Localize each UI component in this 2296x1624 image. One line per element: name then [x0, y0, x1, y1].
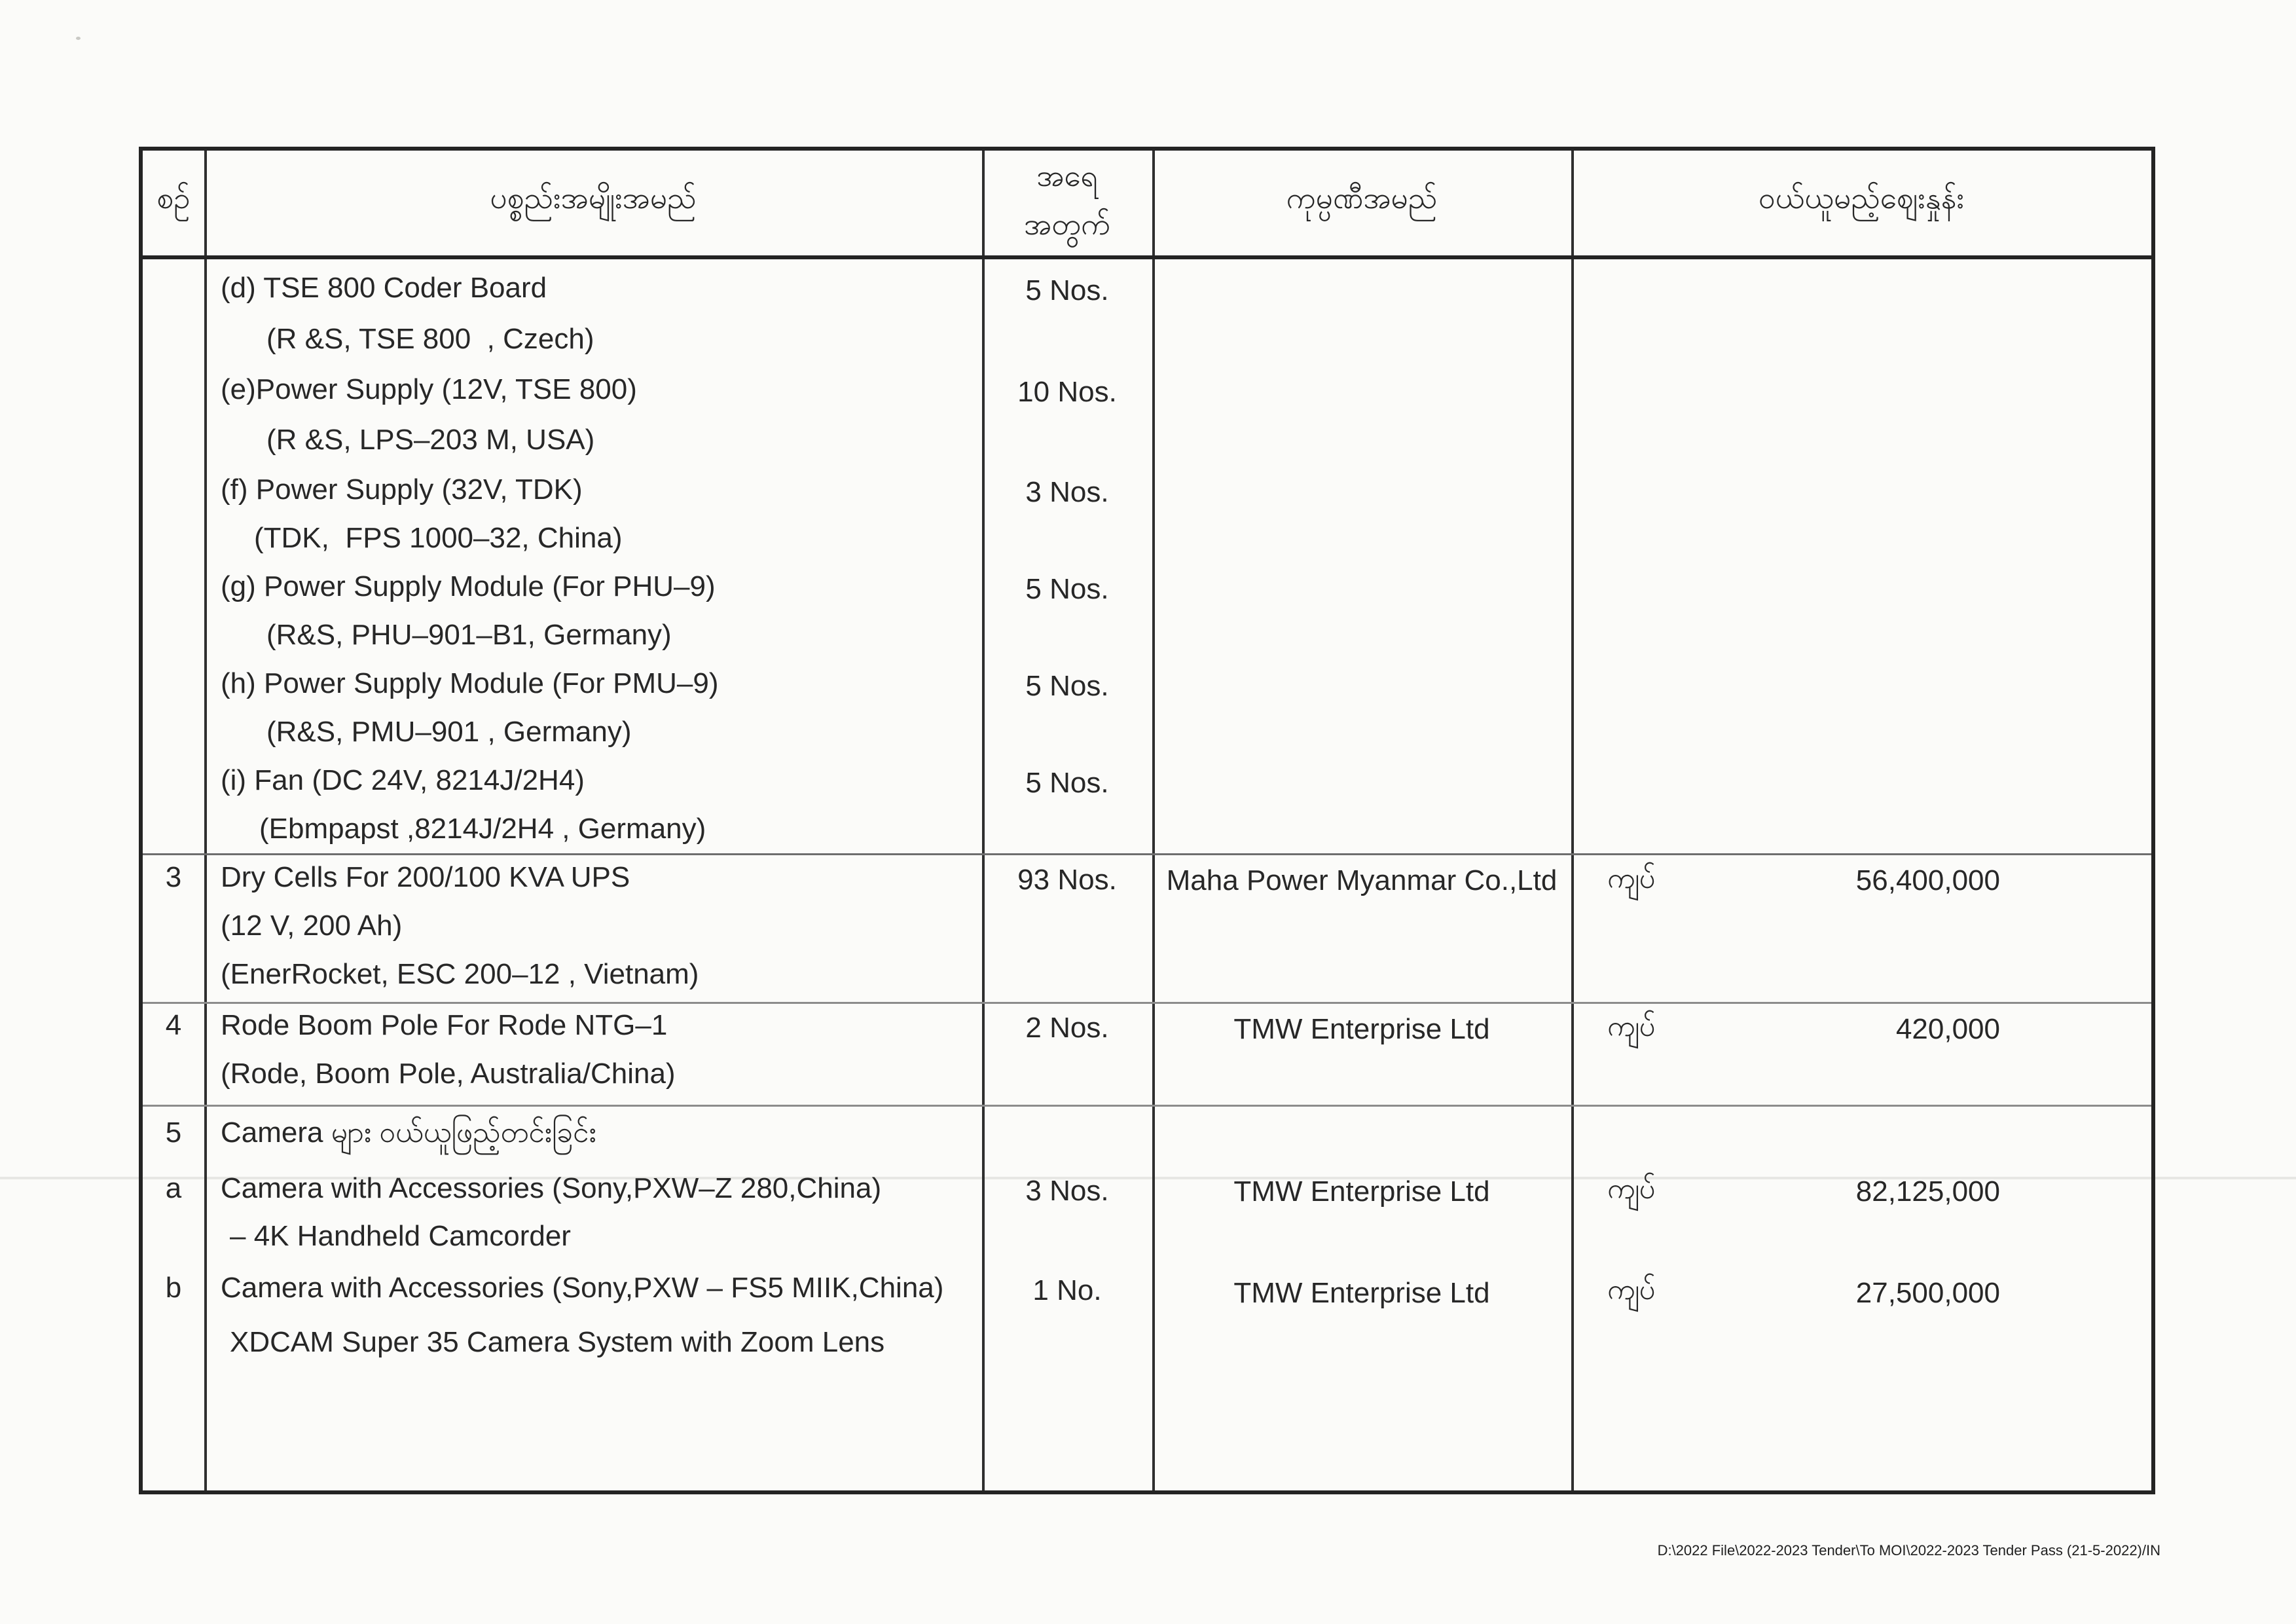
rowb-company: TMW Enterprise Ltd	[1233, 1277, 1490, 1309]
row4-company: TMW Enterprise Ltd	[1233, 1013, 1490, 1045]
header-no: စဉ်	[156, 181, 191, 215]
row4-no: 4	[165, 1009, 182, 1041]
column-divider-no-item	[204, 151, 207, 1490]
row4-qty: 2 Nos.	[1025, 1012, 1109, 1044]
rowb-no: b	[165, 1272, 182, 1304]
scan-speck	[76, 37, 81, 40]
rowa-qty: 3 Nos.	[1025, 1175, 1109, 1207]
item-g-line1: (g) Power Supply Module (For PHU–9)	[221, 570, 716, 602]
item-i-line1: (i) Fan (DC 24V, 8214J/2H4)	[221, 764, 585, 796]
rowb-line2: XDCAM Super 35 Camera System with Zoom Lens	[230, 1326, 885, 1358]
row5-no: 5	[165, 1116, 182, 1149]
item-d-line1: (d) TSE 800 Coder Board	[221, 272, 547, 304]
row3-line2: (12 V, 200 Ah)	[221, 910, 403, 942]
item-g-qty: 5 Nos.	[1025, 573, 1109, 605]
row3-qty: 93 Nos.	[1017, 864, 1117, 896]
item-h-qty: 5 Nos.	[1025, 670, 1109, 702]
item-f-line1: (f) Power Supply (32V, TDK)	[221, 473, 583, 506]
header-company: ကုမ္ပဏီအမည်	[1286, 181, 1438, 215]
header-divider	[143, 255, 2151, 259]
rowa-price: 82,125,000	[1855, 1175, 2000, 1208]
row3-price: 56,400,000	[1855, 864, 2000, 896]
row3-no: 3	[165, 861, 182, 893]
row3-currency-kyat: ကျပ်	[1607, 862, 1656, 895]
row4-line1: Rode Boom Pole For Rode NTG–1	[221, 1009, 668, 1041]
file-path-footer: D:\2022 File\2022-2023 Tender\To MOI\2022-2023 Tender Pass (21-5-2022)/IN	[1657, 1542, 2160, 1559]
row5-line1: Camera များ ဝယ်ယူဖြည့်တင်းခြင်း	[221, 1116, 596, 1149]
row4-line2: (Rode, Boom Pole, Australia/China)	[221, 1058, 676, 1090]
rowb-qty: 1 No.	[1032, 1274, 1102, 1306]
rowa-no: a	[165, 1172, 182, 1204]
header-item: ပစ္စည်းအမျိုးအမည်	[490, 181, 697, 215]
item-d-qty: 5 Nos.	[1025, 274, 1109, 306]
item-h-line2: (R&S, PMU–901 , Germany)	[266, 716, 632, 748]
row4-price: 420,000	[1895, 1013, 2000, 1045]
row3-line1: Dry Cells For 200/100 KVA UPS	[221, 861, 630, 893]
rowb-price: 27,500,000	[1855, 1277, 2000, 1309]
item-f-line2: (TDK, FPS 1000–32, China)	[254, 522, 623, 554]
item-i-qty: 5 Nos.	[1025, 767, 1109, 799]
header-price: ဝယ်ယူမည့်ဈေးနှုန်း	[1758, 181, 1965, 215]
item-i-line2: (Ebmpapst ,8214J/2H4 , Germany)	[259, 813, 706, 845]
row-divider-4-5	[143, 1105, 2151, 1107]
item-e-line2: (R &S, LPS–203 M, USA)	[266, 424, 595, 456]
tender-table	[139, 147, 2155, 1494]
item-g-line2: (R&S, PHU–901–B1, Germany)	[266, 619, 672, 651]
rowb-currency-kyat: ကျပ်	[1607, 1274, 1656, 1306]
header-qty-line2: အတွက်	[1023, 207, 1111, 241]
row3-company: Maha Power Myanmar Co.,Ltd	[1166, 864, 1558, 896]
item-d-line2: (R &S, TSE 800 , Czech)	[266, 323, 594, 355]
item-e-qty: 10 Nos.	[1017, 376, 1117, 408]
header-qty-line1: အရေ	[1036, 158, 1098, 193]
row3-line3: (EnerRocket, ESC 200–12 , Vietnam)	[221, 958, 699, 990]
column-divider-company-price	[1571, 151, 1574, 1490]
rowa-currency-kyat: ကျပ်	[1607, 1173, 1656, 1205]
item-f-qty: 3 Nos.	[1025, 476, 1109, 508]
row-divider-2-3	[143, 853, 2151, 855]
item-e-line1: (e)Power Supply (12V, TSE 800)	[221, 373, 637, 405]
row4-currency-kyat: ကျပ်	[1607, 1010, 1656, 1043]
rowa-line2: – 4K Handheld Camcorder	[230, 1220, 571, 1252]
rowa-company: TMW Enterprise Ltd	[1233, 1175, 1490, 1208]
rowb-line1: Camera with Accessories (Sony,PXW – FS5 MIIK,China)	[221, 1272, 944, 1304]
row-divider-3-4	[143, 1002, 2151, 1004]
item-h-line1: (h) Power Supply Module (For PMU–9)	[221, 667, 719, 699]
rowa-line1: Camera with Accessories (Sony,PXW–Z 280,China)	[221, 1172, 882, 1204]
